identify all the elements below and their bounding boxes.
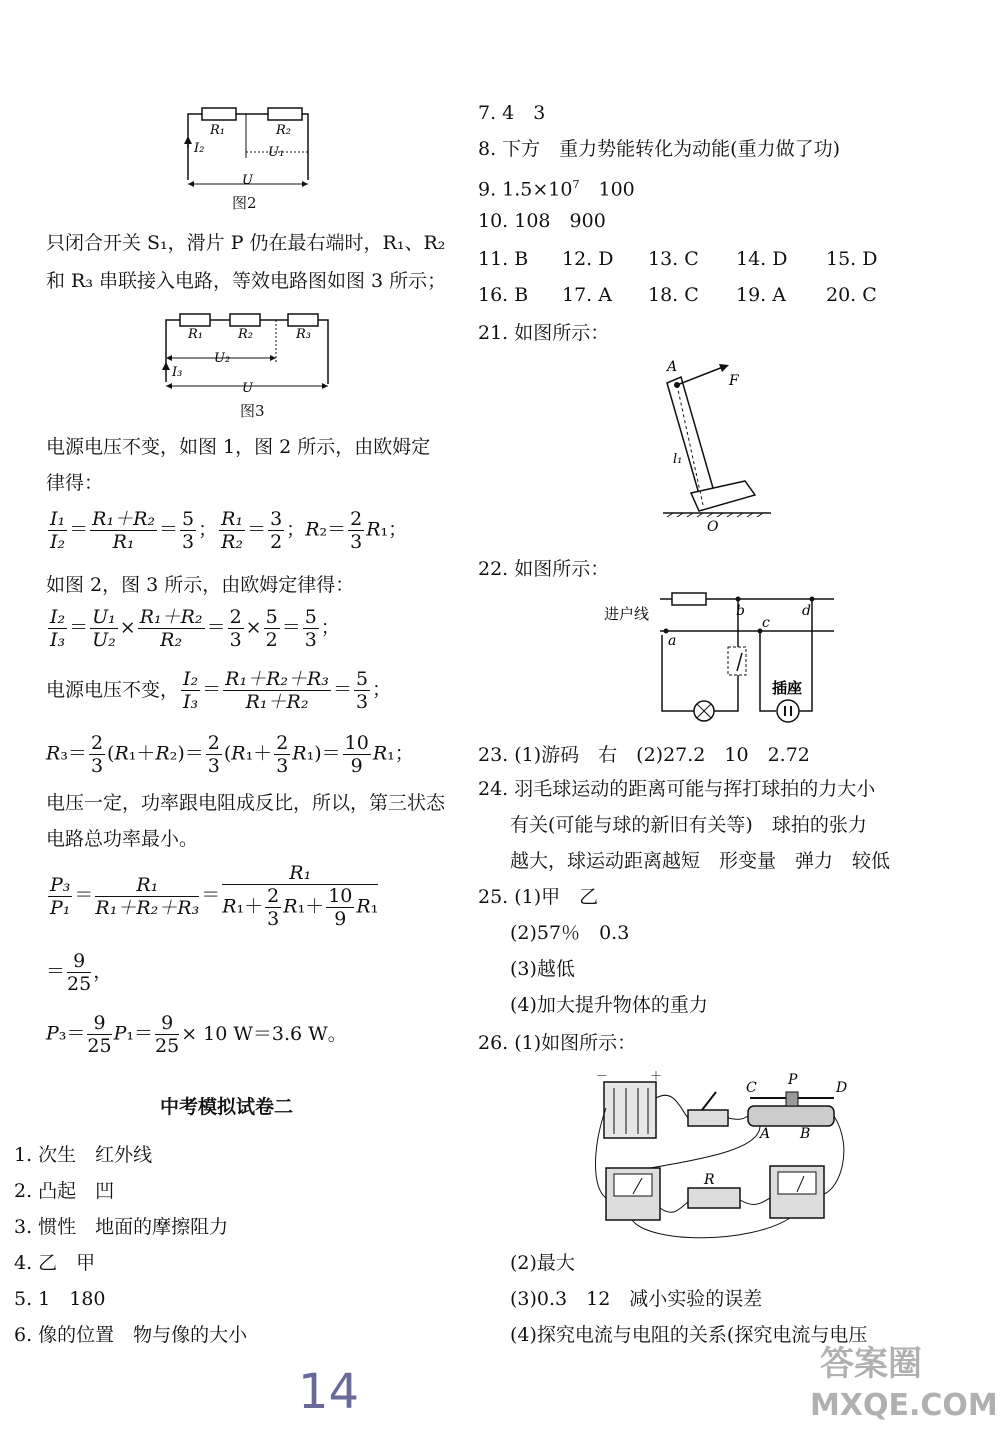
fig26-p-label: P — [788, 1072, 798, 1088]
fig26-c-label: C — [746, 1080, 757, 1096]
paragraph-power-cont: 电路总功率最小。 — [46, 828, 199, 850]
figure-3-circuit — [156, 310, 346, 405]
handwritten-page-number: 14 — [298, 1364, 360, 1420]
fig3-r1-label: R₁ — [188, 327, 203, 342]
fig26-plus-label: ＋ — [650, 1069, 663, 1083]
answer-25-3: (3)越低 — [510, 958, 575, 980]
p3-result: × 10 W＝3.6 W。 — [181, 1022, 347, 1045]
answer-26-3: (3)0.3 12 减小实验的误差 — [510, 1288, 763, 1310]
mc-17: 17. A — [562, 284, 612, 306]
answer-3: 3. 惯性 地面的摩擦阻力 — [14, 1216, 229, 1238]
fig3-r2-label: R₂ — [238, 327, 253, 342]
fig26-d-label: D — [836, 1080, 848, 1096]
section-title: 中考模拟试卷二 — [160, 1096, 294, 1118]
fig26-r-label: R — [704, 1172, 715, 1188]
answer-24-line2: 有关(可能与球的新旧有关等) 球拍的张力 — [510, 814, 867, 836]
fig3-r3-label: R₃ — [296, 327, 311, 342]
paragraph-s1-closed: 只闭合开关 S₁，滑片 P 仍在最右端时，R₁、R₂ — [46, 232, 446, 254]
answer-1: 1. 次生 红外线 — [14, 1144, 153, 1166]
fig22-c-label: c — [762, 615, 770, 631]
answer-10: 10. 108 900 — [478, 210, 606, 232]
answer-22: 22. 如图所示： — [478, 558, 610, 580]
answer-24-line3: 越大，球运动距离越短 形变量 弹力 较低 — [510, 850, 891, 872]
equation-prefix: 电源电压不变， — [46, 678, 180, 701]
answer-9 — [478, 172, 635, 202]
paragraph-ohm-2: 如图 2，图 3 所示，由欧姆定律得： — [46, 574, 355, 596]
mc-18: 18. C — [648, 284, 699, 306]
mc-12: 12. D — [562, 248, 614, 270]
fig26-b-label: B — [800, 1126, 811, 1142]
mc-19: 19. A — [736, 284, 786, 306]
figure-26-apparatus — [590, 1068, 860, 1248]
mc-16: 16. B — [478, 284, 529, 306]
fig2-r1-label: R₁ — [210, 123, 225, 138]
fig2-i2-label: I₂ — [194, 141, 205, 156]
fig3-caption: 图3 — [240, 402, 265, 420]
fig2-r2-label: R₂ — [276, 123, 291, 138]
fig3-i3-label: I₃ — [172, 365, 183, 380]
answer-25-4: (4)加大提升物体的重力 — [510, 994, 708, 1016]
equation-power-ratio: $\frac{\text{P₃}}{\text{P₁}}$ ＝ $\frac{\text{R₁}}{\text{R₁＋R₂＋R₃}}$ ＝ R₁ R₁＋ $\frac{2}{3}$ R₁＋ $\frac{10}{9}$ R₁ — [50, 862, 379, 930]
answer-5: 5. 1 180 — [14, 1288, 106, 1310]
answer-25-2: (2)57％ 0.3 — [510, 922, 630, 944]
answer-26-1: 26. (1)如图所示： — [478, 1032, 637, 1054]
mc-14: 14. D — [736, 248, 788, 270]
fig22-line-label: 进户线 — [604, 605, 650, 623]
fig3-u-label: U — [242, 381, 253, 396]
answer-9-value: 9. 1.5×10 — [478, 178, 573, 201]
paragraph-ohm-1: 电源电压不变，如图 1，图 2 所示，由欧姆定 — [46, 436, 431, 458]
answer-23: 23. (1)游码 右 (2)27.2 10 2.72 — [478, 744, 810, 766]
mc-20: 20. C — [826, 284, 877, 306]
fig2-u1-label: U₁ — [268, 145, 285, 160]
answer-26-4: (4)探究电流与电阻的关系(探究电流与电压 — [510, 1324, 868, 1346]
paragraph-ohm-1-cont: 律得： — [46, 472, 104, 494]
figure-21-lever — [655, 355, 795, 535]
fig21-a-label: A — [667, 359, 678, 375]
fig22-a-label: a — [668, 633, 677, 649]
fig21-o-label: O — [707, 519, 719, 535]
answer-7: 7. 4 3 — [478, 102, 546, 124]
fig22-socket-label: 插座 — [772, 679, 803, 697]
answer-25-1: 25. (1)甲 乙 — [478, 886, 599, 908]
watermark-url: MXQE.COM — [810, 1388, 998, 1423]
answer-4: 4. 乙 甲 — [14, 1252, 96, 1274]
mc-11: 11. B — [478, 248, 529, 270]
equation-r3: R₃＝ $\frac{2}{3}$ (R₁＋R₂)＝ $\frac{2}{3}$ (R₁＋ $\frac{2}{3}$ R₁)＝ $\frac{10}{9}$ R₁； — [46, 732, 414, 777]
mc-15: 15. D — [826, 248, 878, 270]
answer-24-line1: 24. 羽毛球运动的距离可能与挥打球拍的力大小 — [478, 778, 876, 800]
answer-2: 2. 凸起 凹 — [14, 1180, 115, 1202]
answer-21: 21. 如图所示： — [478, 322, 610, 344]
figure-22-wiring — [600, 585, 840, 735]
paragraph-power: 电压一定，功率跟电阻成反比，所以，第三状态 — [46, 792, 446, 814]
answer-26-2: (2)最大 — [510, 1252, 575, 1274]
answer-9-exponent: 7 — [572, 178, 580, 191]
fig26-a-label: A — [760, 1126, 771, 1142]
fig22-d-label: d — [802, 603, 811, 619]
equation-p3: P₃＝ $\frac{9}{25}$ P₁＝ $\frac{9}{25}$ × 10 W＝3.6 W。 — [46, 1012, 347, 1057]
equation-power-result: ＝ $\frac{9}{25}$ ， — [46, 950, 113, 995]
watermark-logo: 答案圈 — [820, 1344, 922, 1384]
mc-13: 13. C — [648, 248, 699, 270]
fig2-u-label: U — [242, 173, 253, 188]
fig21-l-label: l₁ — [673, 452, 683, 467]
equation-current-ratio-1: $\frac{\text{I₁}}{\text{I₂}}$ ＝ $\frac{\text{R₁＋R₂}}{\text{R₁}}$ ＝ $\frac{5}{3}$ ； $\frac{\text{R₁}}{\text{R₂}}$ ＝ $\frac{3}{2}$ ；R₂＝ $\frac{2}{3}$ R₁； — [50, 508, 408, 553]
equation-current-ratio-3: 电源电压不变， $\frac{\text{I₂}}{\text{I₃}}$ ＝ $\frac{\text{R₁＋R₂＋R₃}}{\text{R₁＋R₂}}$ ＝ $\frac{5}{3}$ ； — [46, 668, 392, 713]
answer-6: 6. 像的位置 物与像的大小 — [14, 1324, 248, 1346]
paragraph-s1-closed-cont: 和 R₃ 串联接入电路，等效电路图如图 3 所示； — [46, 270, 447, 292]
fig2-caption: 图2 — [232, 194, 257, 212]
answer-8: 8. 下方 重力势能转化为动能(重力做了功) — [478, 138, 840, 160]
equation-current-ratio-2: $\frac{\text{I₂}}{\text{I₃}}$ ＝ $\frac{\text{U₁}}{\text{U₂}}$ × $\frac{\text{R₁＋R₂}}{\text{R₂}}$ ＝ $\frac{2}{3}$ × $\frac{5}{2}$ ＝ $\frac{5}{3}$ ； — [50, 606, 340, 651]
fig21-f-label: F — [729, 373, 739, 389]
fig3-u2-label: U₂ — [214, 351, 231, 366]
answer-9-rest: 100 — [579, 178, 635, 201]
fig22-b-label: b — [736, 603, 745, 619]
fig26-minus-label: － — [596, 1069, 609, 1083]
